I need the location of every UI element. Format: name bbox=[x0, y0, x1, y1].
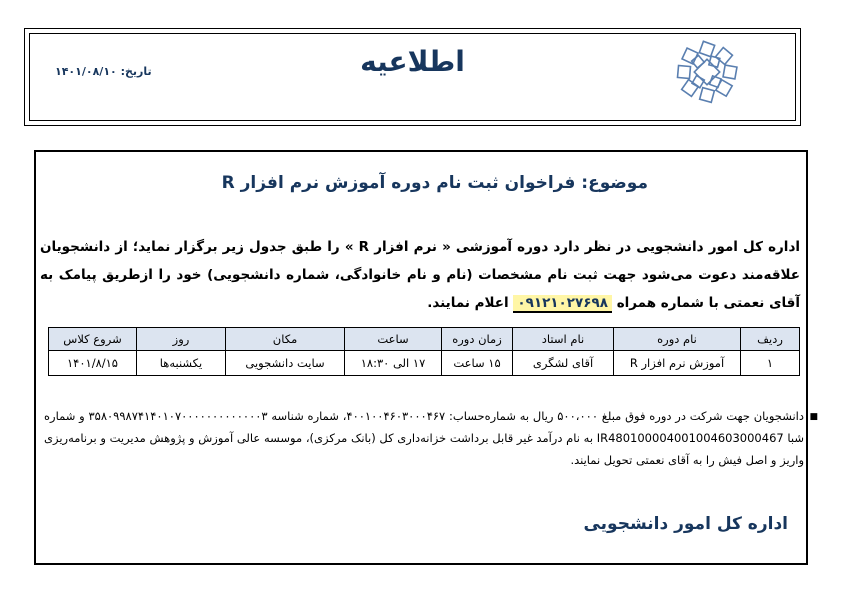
course-table bbox=[48, 327, 800, 376]
table-header-row bbox=[49, 328, 800, 351]
cell-location: سایت دانشجویی bbox=[226, 351, 345, 376]
payment-note-text: دانشجویان جهت شرکت در دوره فوق مبلغ ۵۰۰،۰۰۰ ریال به شماره‌حساب: ۴۰۰۱۰۰۴۶۰۳۰۰۰۴۶۷، شماره شناسه ۳۵۸۰۹۹۸۷۴۱۴۰۱۰۷۰۰۰۰۰۰۰۰۰۰۰۰۰۳ و شماره شبا IR480100004001004603000467 به نام درآمد غیر قابل برداشت خزانه‌داری کل (بانک مرکزی)، موسسه عالی آموزش و پژوهش مدیریت و برنامه‌ریزی واریز و اصل فیش را به آقای نعمتی تحویل نمایند. bbox=[44, 409, 804, 467]
header-box bbox=[24, 28, 801, 126]
col-header-location: مکان bbox=[226, 328, 345, 351]
date-label: تاریخ: ۱۴۰۱/۰۸/۱۰ bbox=[55, 65, 152, 78]
cell-course-name: آموزش نرم افزار R bbox=[614, 351, 741, 376]
col-header-row-number: ردیف bbox=[741, 328, 800, 351]
col-header-day: روز bbox=[137, 328, 226, 351]
col-header-course-name: نام دوره bbox=[614, 328, 741, 351]
phone-number: ۰۹۱۲۱۰۲۷۶۹۸ bbox=[513, 295, 612, 313]
intro-paragraph bbox=[40, 233, 800, 317]
cell-row-number: ۱ bbox=[741, 351, 800, 376]
col-header-start-date: شروع کلاس bbox=[49, 328, 137, 351]
col-header-time: ساعت bbox=[345, 328, 442, 351]
cell-duration: ۱۵ ساعت bbox=[442, 351, 513, 376]
table-row bbox=[49, 351, 800, 376]
signature-department: اداره کل امور دانشجویی bbox=[583, 514, 788, 534]
col-header-duration: زمان دوره bbox=[442, 328, 513, 351]
cell-time: ۱۷ الی ۱۸:۳۰ bbox=[345, 351, 442, 376]
col-header-instructor: نام استاد bbox=[513, 328, 614, 351]
cell-instructor: آقای لشگری bbox=[513, 351, 614, 376]
subject-heading: موضوع: فراخوان ثبت نام دوره آموزش نرم افزار R bbox=[221, 173, 648, 193]
page-title: اطلاعیه bbox=[360, 45, 465, 78]
payment-note bbox=[44, 405, 818, 471]
bullet-square-icon: ■ bbox=[809, 412, 818, 422]
intro-suffix: اعلام نمایند. bbox=[427, 295, 509, 311]
intro-text: اداره کل امور دانشجویی در نظر دارد دوره آموزشی « نرم افزار R » را طبق جدول زیر برگزار نماید؛ از دانشجویان علاقه‌مند دعوت می‌شود جهت ثبت نام مشخصات (نام و نام خانوادگی، شماره دانشجویی) خود را ازطریق پیامک به آقای نعمتی با شماره همراه bbox=[40, 239, 800, 311]
cell-day: یکشنبه‌ها bbox=[137, 351, 226, 376]
cell-start-date: ۱۴۰۱/۸/۱۵ bbox=[49, 351, 137, 376]
